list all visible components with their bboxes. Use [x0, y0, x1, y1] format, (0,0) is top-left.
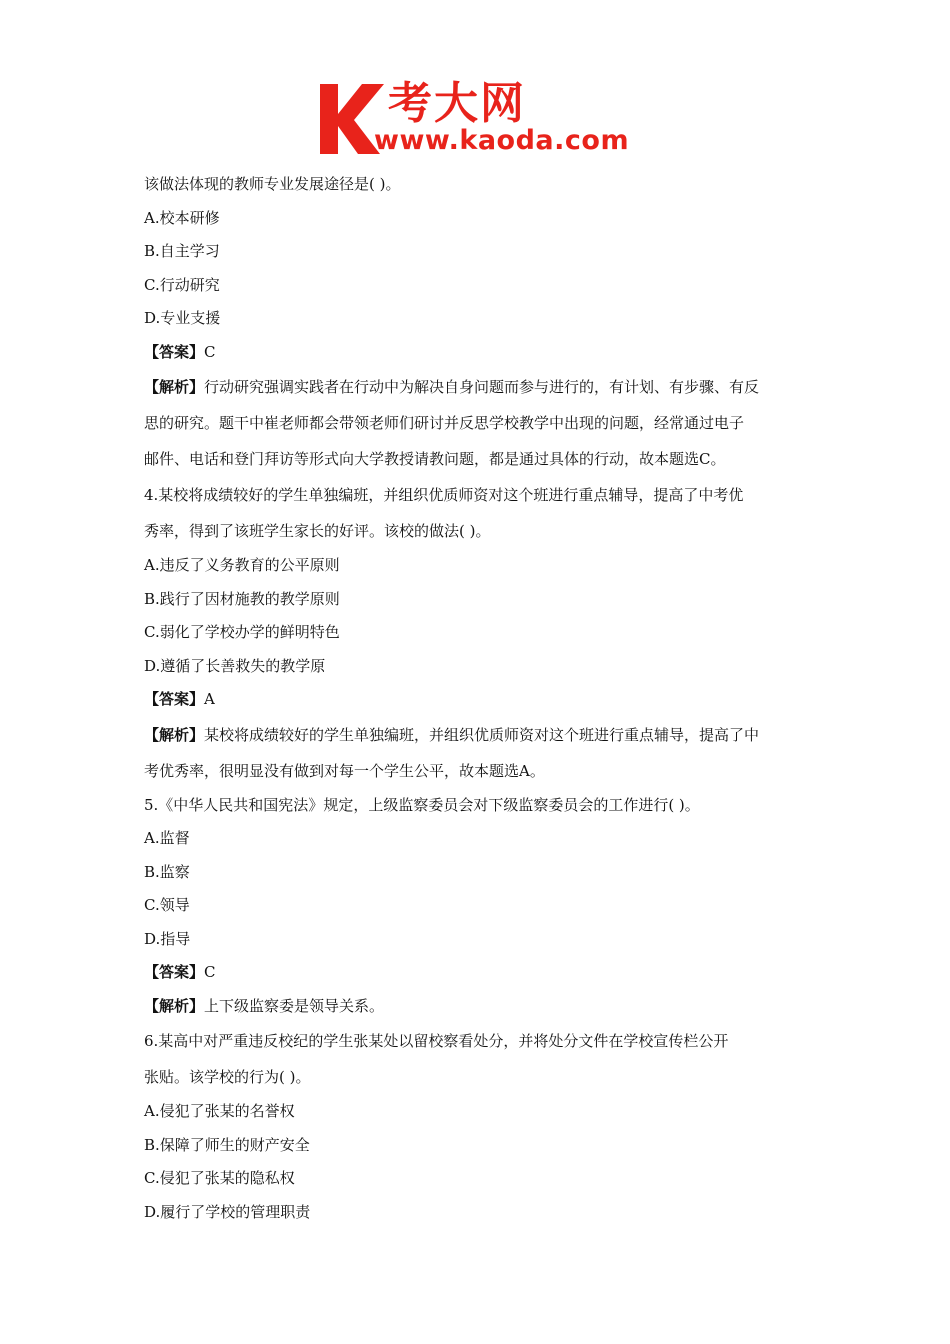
- answer: [144, 683, 814, 717]
- option-d: D.指导: [144, 929, 191, 948]
- answer-tag: 【答案】: [144, 963, 205, 981]
- question-stem: [144, 1023, 814, 1095]
- option-d: D.遵循了长善救失的教学原: [144, 656, 326, 675]
- analysis-text: 邮件、电话和登门拜访等形式向大学教授请教问题，都是通过具体的行动，故本题选C。: [144, 450, 726, 468]
- answer-tag: 【答案】: [144, 342, 205, 361]
- option-c: C.侵犯了张某的隐私权: [144, 1169, 295, 1187]
- option-b: B.监察: [144, 862, 190, 881]
- analysis-tag: 【解析】: [144, 996, 205, 1015]
- logo-url: www.kaoda.com: [374, 125, 630, 156]
- answer-value: C: [204, 342, 216, 361]
- option-c: C.领导: [144, 896, 190, 914]
- analysis-text: 上下级监察委是领导关系。: [204, 996, 385, 1015]
- option-a: A.校本研修: [144, 208, 220, 227]
- option-b: B.自主学习: [144, 242, 220, 260]
- question-stem: 该做法体现的教师专业发展途径是( )。: [144, 175, 401, 193]
- stem-line: 张贴。该学校的行为( )。: [144, 1068, 311, 1086]
- answer-tag: 【答案】: [144, 690, 205, 708]
- analysis: [144, 717, 814, 789]
- option-d: D.履行了学校的管理职责: [144, 1202, 311, 1221]
- answer: [144, 336, 814, 370]
- analysis-text: 考优秀率，很明显没有做到对每一个学生公平，故本题选A。: [144, 761, 545, 780]
- analysis: [144, 990, 814, 1024]
- option-c: C.弱化了学校办学的鲜明特色: [144, 623, 340, 641]
- document-body: [144, 168, 814, 1229]
- option-a: A.侵犯了张某的名誉权: [144, 1102, 295, 1120]
- logo-title: 考大网: [388, 78, 526, 129]
- question-stem: [144, 477, 814, 549]
- answer: [144, 956, 814, 990]
- site-logo: [318, 78, 648, 160]
- stem-line: 4.某校将成绩较好的学生单独编班，并组织优质师资对这个班进行重点辅导，提高了中考优: [144, 486, 744, 504]
- analysis-text: 某校将成绩较好的学生单独编班，并组织优质师资对这个班进行重点辅导，提高了中: [204, 725, 760, 744]
- answer-value: C: [204, 963, 216, 981]
- stem-line: 秀率，得到了该班学生家长的好评。该校的做法( )。: [144, 522, 491, 540]
- answer-value: A: [204, 690, 215, 708]
- analysis-tag: 【解析】: [144, 725, 205, 744]
- stem-line: 6.某高中对严重违反校纪的学生张某处以留校察看处分，并将处分文件在学校宣传栏公开: [144, 1032, 729, 1050]
- option-b: B.保障了师生的财产安全: [144, 1135, 310, 1154]
- option-c: C.行动研究: [144, 275, 220, 294]
- option-b: B.践行了因材施教的教学原则: [144, 589, 340, 608]
- analysis: [144, 369, 814, 477]
- option-a: A.监督: [144, 829, 190, 847]
- analysis-text: 行动研究强调实践者在行动中为解决自身问题而参与进行的，有计划、有步骤、有反: [204, 378, 760, 396]
- analysis-tag: 【解析】: [144, 378, 205, 396]
- question-stem: 5.《中华人民共和国宪法》规定，上级监察委员会对下级监察委员会的工作进行( )。: [144, 795, 700, 814]
- analysis-text: 思的研究。题干中崔老师都会带领老师们研讨并反思学校教学中出现的问题，经常通过电子: [144, 414, 745, 432]
- option-a: A.违反了义务教育的公平原则: [144, 556, 340, 574]
- option-d: D.专业支援: [144, 309, 221, 327]
